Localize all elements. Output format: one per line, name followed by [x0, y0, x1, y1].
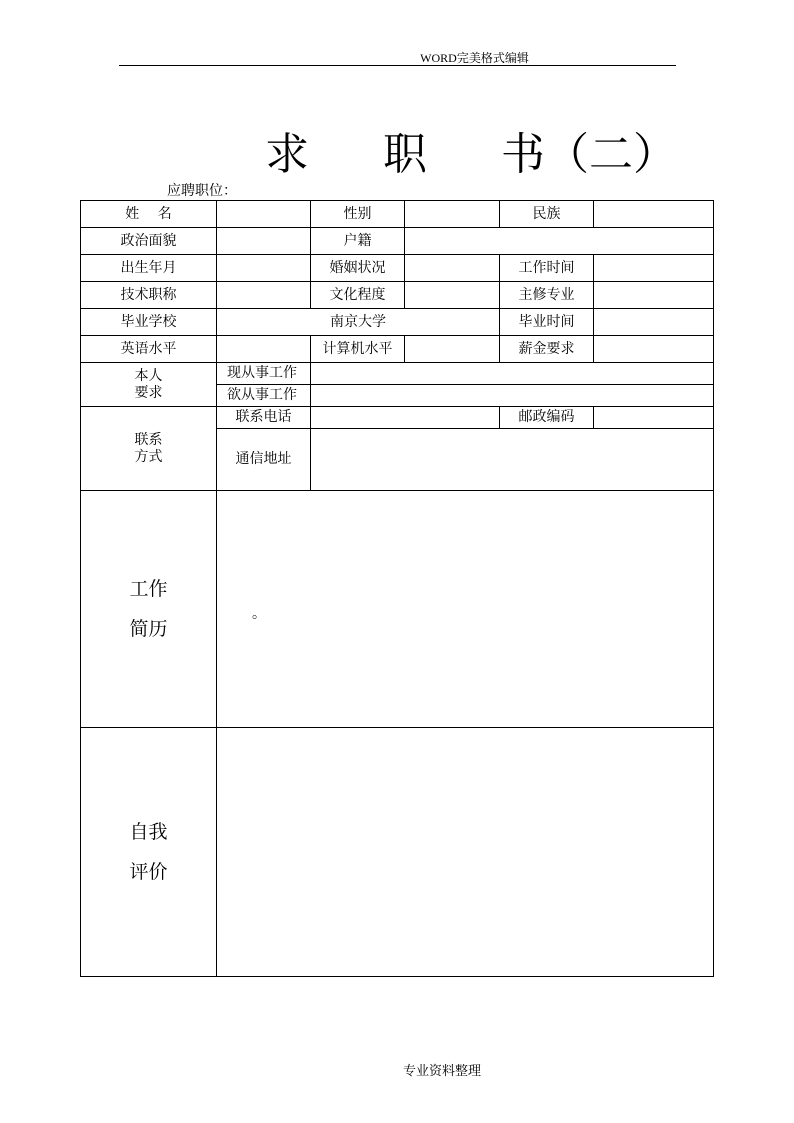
self-eval-field[interactable]	[217, 728, 714, 977]
apply-position-label: 应聘职位：	[167, 183, 237, 199]
school-label: 毕业学校	[81, 309, 217, 336]
salary-field[interactable]	[594, 336, 714, 363]
computer-label: 计算机水平	[311, 336, 405, 363]
ethnicity-field[interactable]	[594, 201, 714, 228]
marital-label: 婚姻状况	[311, 255, 405, 282]
personal-req-label-line1: 本人	[134, 368, 163, 385]
title-char-1: 求	[265, 129, 309, 180]
postcode-field[interactable]	[594, 407, 714, 429]
contact-label-line2: 方式	[134, 448, 163, 465]
school-field[interactable]: 南京大学	[217, 309, 500, 336]
self-eval-label-line2: 评价	[129, 861, 168, 883]
current-job-label: 现从事工作	[217, 363, 311, 385]
phone-field[interactable]	[311, 407, 500, 429]
hukou-label: 户籍	[311, 228, 405, 255]
address-label: 通信地址	[217, 429, 311, 491]
phone-label: 联系电话	[217, 407, 311, 429]
name-field[interactable]	[217, 201, 311, 228]
major-field[interactable]	[594, 282, 714, 309]
postcode-label: 邮政编码	[500, 407, 594, 429]
grad-time-field[interactable]	[594, 309, 714, 336]
tech-title-field[interactable]	[217, 282, 311, 309]
resume-form-table	[80, 200, 714, 977]
marital-field[interactable]	[405, 255, 500, 282]
header-rule	[119, 65, 676, 66]
grad-time-label: 毕业时间	[500, 309, 594, 336]
ethnicity-label: 民族	[500, 201, 594, 228]
work-time-field[interactable]	[594, 255, 714, 282]
education-field[interactable]	[405, 282, 500, 309]
hukou-field[interactable]	[405, 228, 714, 255]
gender-label: 性别	[311, 201, 405, 228]
english-field[interactable]	[217, 336, 311, 363]
personal-req-label-line2: 要求	[134, 384, 163, 401]
page-header-text: WORD完美格式编辑	[420, 51, 529, 65]
work-history-label-line2: 简历	[129, 618, 168, 640]
education-label: 文化程度	[311, 282, 405, 309]
self-eval-label	[81, 728, 217, 977]
title-char-3: 书（二）	[501, 129, 677, 180]
address-field[interactable]	[311, 429, 714, 491]
gender-field[interactable]	[405, 201, 500, 228]
work-history-label-line1: 工作	[129, 578, 168, 600]
work-history-label	[81, 491, 217, 728]
work-time-label: 工作时间	[500, 255, 594, 282]
contact-label-line1: 联系	[134, 432, 163, 449]
personal-req-label	[81, 363, 217, 407]
birth-label: 出生年月	[81, 255, 217, 282]
desired-job-field[interactable]	[311, 385, 714, 407]
tech-title-label: 技术职称	[81, 282, 217, 309]
page-footer-text: 专业资料整理	[402, 1064, 481, 1079]
name-label: 姓 名	[81, 201, 217, 228]
contact-label	[81, 407, 217, 491]
major-label: 主修专业	[500, 282, 594, 309]
work-history-field[interactable]	[217, 491, 714, 728]
self-eval-label-line1: 自我	[129, 821, 168, 843]
english-label: 英语水平	[81, 336, 217, 363]
title-char-2: 职	[383, 129, 427, 180]
politics-field[interactable]	[217, 228, 311, 255]
work-history-text: 。	[252, 606, 266, 622]
salary-label: 薪金要求	[500, 336, 594, 363]
desired-job-label: 欲从事工作	[217, 385, 311, 407]
birth-field[interactable]	[217, 255, 311, 282]
computer-field[interactable]	[405, 336, 500, 363]
current-job-field[interactable]	[311, 363, 714, 385]
politics-label: 政治面貌	[81, 228, 217, 255]
